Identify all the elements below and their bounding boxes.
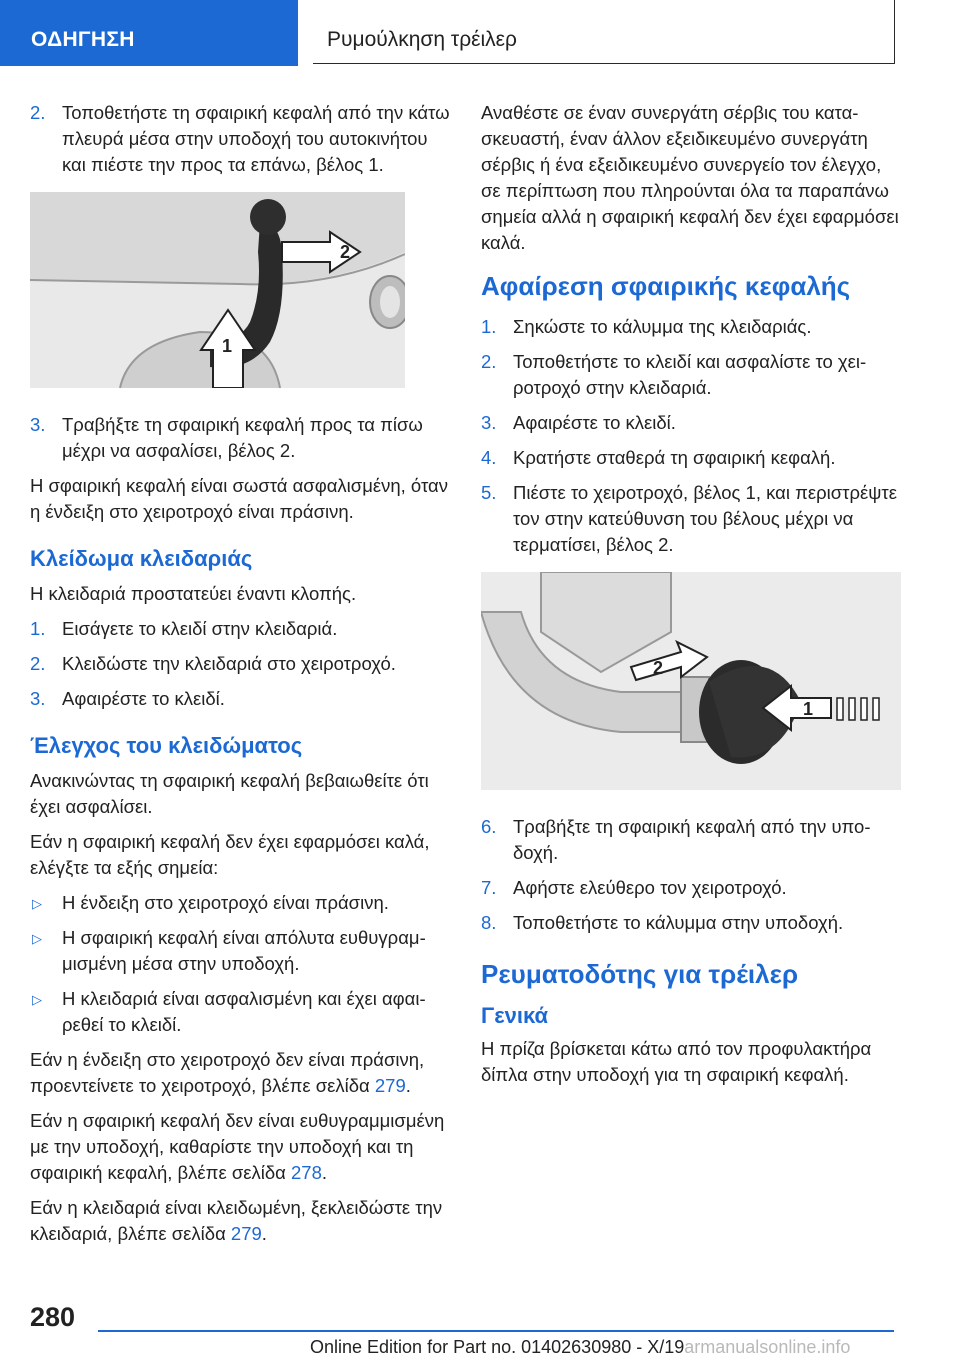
paragraph: Η σφαιρική κεφαλή είναι σωστά ασφαλισμένη, όταν η ένδειξη στο χειροτροχό είναι πράσινη.	[30, 475, 448, 522]
watermark: armanualsonline.info	[684, 1337, 851, 1357]
paragraph	[30, 1108, 452, 1186]
paragraph: Αναθέστε σε έναν συνεργάτη σέρβις του κατασκευαστή, έναν άλλον εξειδικευμένο συνεργάτη σέρβις ή ένα εξειδικευμένο συνεργείο τον έλεγχο, σε περίπτωση που πληρούνται όλα τα παραπάνω σημεία αλλά η σφαιρική κεφαλή δεν έχει εφαρμόσει καλά.	[481, 102, 899, 253]
step-number: 2.	[30, 653, 46, 674]
step-text: Τοποθετήστε τη σφαιρική κεφαλή από την κάτω πλευρά μέσα στην υποδοχή του αυτοκινήτου και πιέστε την προς τα επάνω, βέλος 1.	[62, 102, 450, 175]
paragraph-end: .	[261, 1223, 267, 1244]
paragraph: Η πρίζα βρίσκεται κάτω από τον προφυλακτήρα δίπλα στην υποδοχή για τη σφαιρική κεφαλή.	[481, 1038, 872, 1085]
bullet-text: Η ένδειξη στο χειροτροχό είναι πράσινη.	[62, 892, 389, 913]
step-item	[30, 616, 452, 642]
page-link[interactable]: 278	[291, 1162, 322, 1183]
bullet-item	[30, 925, 452, 977]
right-column	[481, 100, 903, 1097]
section-heading: Αφαίρεση σφαιρικής κεφαλής	[481, 271, 851, 301]
bullet-item	[30, 986, 452, 1038]
arrow-1-label: 1	[803, 699, 814, 719]
triangle-bullet-icon: ▷	[32, 992, 42, 1007]
step-text: Αφήστε ελεύθερο τον χειροτροχό.	[513, 877, 787, 898]
section-heading: Κλείδωμα κλειδαριάς	[30, 546, 253, 571]
paragraph-text: Εάν η ένδειξη στο χειροτροχό δεν είναι πράσινη, προεντείνετε το χειροτροχό, βλέπε σελίδα	[30, 1049, 425, 1096]
step-item	[30, 686, 452, 712]
step-text: Πιέστε το χειροτροχό, βέλος 1, και περιστρέψτε τον στην κατεύθυνση του βέλους μέχρι να τερματίσει, βέλος 2.	[513, 482, 897, 555]
footer-divider	[98, 1330, 894, 1332]
paragraph-end: .	[405, 1075, 411, 1096]
page-link[interactable]: 279	[230, 1223, 262, 1244]
step-number: 2.	[481, 351, 497, 372]
arrow-1-label: 1	[222, 336, 233, 356]
paragraph: Εάν η σφαιρική κεφαλή δεν έχει εφαρμόσει καλά, ελέγξτε τα εξής σημεία:	[30, 831, 430, 878]
paragraph-end: .	[321, 1162, 328, 1183]
step-item	[481, 349, 903, 401]
arrow-2-label: 2	[653, 658, 664, 678]
step-item	[481, 875, 903, 901]
step-text: Τραβήξτε τη σφαιρική κεφαλή από την υποδοχή.	[513, 816, 871, 863]
left-column	[30, 100, 452, 1256]
step-number: 1.	[481, 316, 497, 337]
step-item	[481, 314, 903, 340]
section-heading: Έλεγχος του κλειδώματος	[30, 733, 303, 758]
step-text: Τραβήξτε τη σφαιρική κεφαλή προς τα πίσω μέχρι να ασφαλίσει, βέλος 2.	[62, 414, 423, 461]
step-number: 8.	[481, 912, 497, 933]
step-text: Τοποθετήστε το κλειδί και ασφαλίστε το χειροτροχό στην κλειδαριά.	[513, 351, 867, 398]
step-text: Κλειδώστε την κλειδαριά στο χειροτροχό.	[62, 653, 396, 674]
step-number: 2.	[30, 102, 46, 123]
page-header	[0, 0, 960, 66]
step-number: 5.	[481, 482, 497, 503]
section-tab[interactable]: ΟΔΗΓΗΣΗ	[0, 0, 298, 66]
step-item	[481, 445, 903, 471]
step-item	[481, 480, 903, 558]
edition-text: Online Edition for Part no. 01402630980 - X/19	[310, 1337, 685, 1357]
paragraph-text: Εάν η σφαιρική κεφαλή δεν είναι ευθυγραμμισμένη με την υποδοχή, καθαρίστε την υποδοχή και τη σφαιρική κεφαλή, βλέπε σελίδα	[30, 1110, 445, 1183]
step-item	[30, 651, 452, 677]
step-text: Σηκώστε το κάλυμμα της κλειδαριάς.	[513, 316, 812, 337]
bullet-text: Η κλειδαριά είναι ασφαλισμένη και έχει αφαιρεθεί το κλειδί.	[62, 988, 426, 1035]
step-number: 3.	[30, 688, 46, 709]
step-text: Κρατήστε σταθερά τη σφαιρική κεφαλή.	[513, 447, 836, 468]
step-text: Εισάγετε το κλειδί στην κλειδαριά.	[62, 618, 338, 639]
paragraph	[30, 1195, 452, 1247]
step-text: Αφαιρέστε το κλειδί.	[62, 688, 225, 709]
step-text: Αφαιρέστε το κλειδί.	[513, 412, 676, 433]
step-item	[30, 100, 452, 178]
arrow-2-label: 2	[340, 242, 351, 262]
paragraph-text: Εάν η κλειδαριά είναι κλειδωμένη, ξεκλειδώστε την κλειδαριά, βλέπε σελίδα	[30, 1197, 443, 1244]
step-item	[481, 410, 903, 436]
step-item	[481, 910, 903, 936]
paragraph	[30, 1047, 452, 1099]
page-number: 280	[30, 1302, 76, 1332]
page-link[interactable]: 279	[374, 1075, 406, 1096]
step-number: 1.	[30, 618, 46, 639]
step-item	[30, 412, 452, 464]
subsection-heading: Γενικά	[481, 1003, 549, 1028]
bullet-text: Η σφαιρική κεφαλή είναι απόλυτα ευθυγραμμισμένη μέσα στην υποδοχή.	[62, 927, 426, 974]
step-number: 6.	[481, 816, 497, 837]
section-heading: Ρευματοδότης για τρέιλερ	[481, 959, 799, 989]
illustration-release-handwheel	[481, 572, 901, 790]
step-number: 7.	[481, 877, 497, 898]
paragraph: Η κλειδαριά προστατεύει έναντι κλοπής.	[30, 583, 357, 604]
triangle-bullet-icon: ▷	[32, 931, 42, 946]
triangle-bullet-icon: ▷	[32, 896, 42, 911]
step-text: Τοποθετήστε το κάλυμμα στην υποδοχή.	[513, 912, 844, 933]
step-item	[481, 814, 903, 866]
step-number: 3.	[481, 412, 497, 433]
step-number: 3.	[30, 414, 46, 435]
footer-edition	[310, 1337, 850, 1358]
step-number: 4.	[481, 447, 497, 468]
paragraph: Ανακινώντας τη σφαιρική κεφαλή βεβαιωθείτε ότι έχει ασφαλίσει.	[30, 770, 429, 817]
chapter-title: Ρυμούλκηση τρέιλερ	[313, 0, 895, 64]
illustration-insert-ball-head	[30, 192, 405, 388]
bullet-item	[30, 890, 452, 916]
